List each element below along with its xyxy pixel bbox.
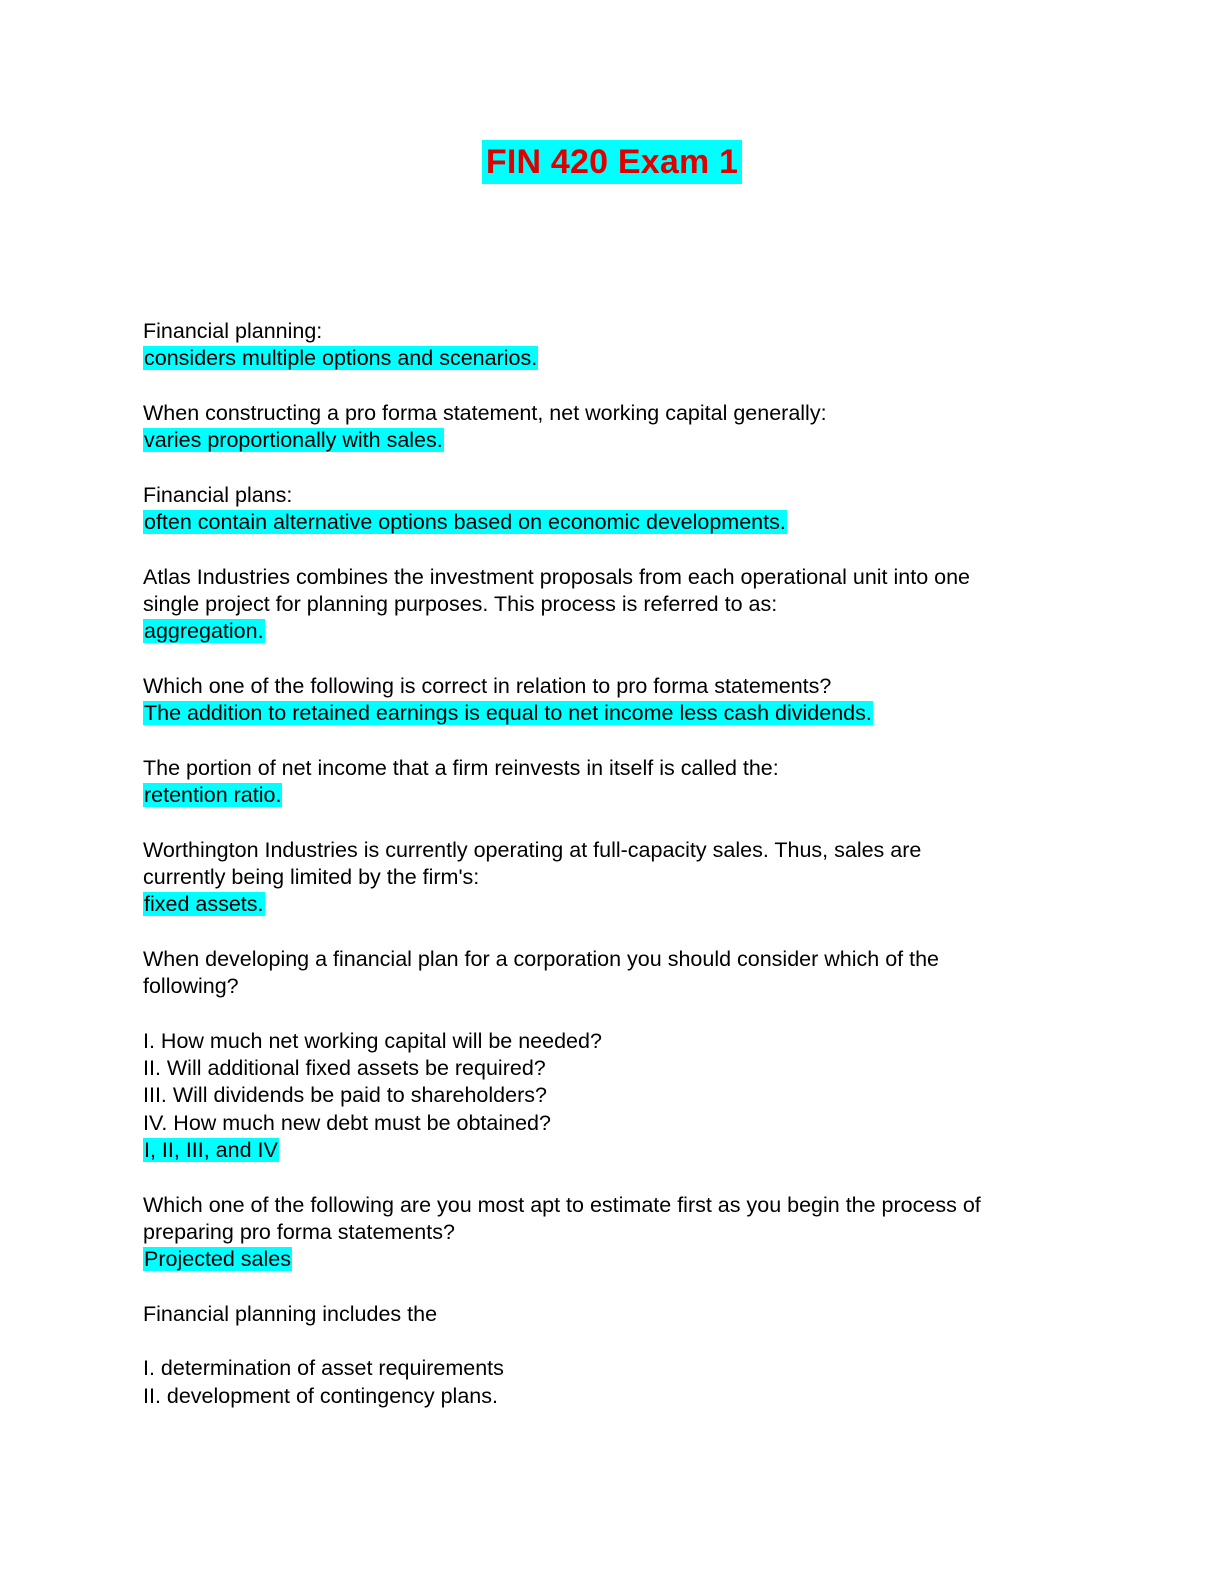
question-list [143, 318, 1093, 1437]
option-list [143, 1355, 1093, 1410]
question-text: preparing pro forma statements? [143, 1219, 455, 1244]
title-wrap [0, 140, 1224, 184]
question-block [143, 755, 1093, 810]
question-block [143, 946, 1093, 1001]
option-item: III. Will dividends be paid to shareholders? [143, 1083, 547, 1108]
answer-highlight: varies proportionally with sales. [144, 428, 443, 453]
question-text: Financial planning includes the [143, 1301, 438, 1326]
question-text: When constructing a pro forma statement, net working capital generally: [143, 400, 827, 425]
document-title: FIN 420 Exam 1 [482, 140, 742, 184]
answer-highlight: The addition to retained earnings is equal to net income less cash dividends. [144, 701, 872, 726]
answer-highlight: often contain alternative options based on economic developments. [144, 510, 786, 535]
answer-highlight: I, II, III, and IV [144, 1137, 278, 1162]
option-item: I. determination of asset requirements [143, 1356, 504, 1381]
question-block [143, 837, 1093, 919]
answer-highlight: fixed assets. [144, 892, 264, 917]
question-text: single project for planning purposes. This process is referred to as: [143, 591, 778, 616]
answer-highlight: considers multiple options and scenarios. [144, 346, 538, 371]
question-text: following? [143, 974, 239, 999]
question-block [143, 400, 1093, 455]
question-block [143, 1301, 1093, 1328]
question-block [143, 318, 1093, 373]
question-text: When developing a financial plan for a corporation you should consider which of the [143, 946, 939, 971]
answer-highlight: retention ratio. [144, 783, 282, 808]
question-text: Atlas Industries combines the investment proposals from each operational unit into one [143, 564, 971, 589]
question-text: Financial plans: [143, 482, 293, 507]
question-text: currently being limited by the firm's: [143, 864, 480, 889]
option-item: II. Will additional fixed assets be required? [143, 1056, 546, 1081]
question-text: Which one of the following is correct in relation to pro forma statements? [143, 673, 832, 698]
question-text: Financial planning: [143, 319, 323, 343]
option-item: I. How much net working capital will be needed? [143, 1028, 602, 1053]
option-list [143, 1028, 1093, 1164]
option-item: IV. How much new debt must be obtained? [143, 1110, 551, 1135]
question-block [143, 1192, 1093, 1274]
question-block [143, 564, 1093, 646]
answer-highlight: aggregation. [144, 619, 264, 644]
question-text: Worthington Industries is currently operating at full-capacity sales. Thus, sales are [143, 837, 922, 862]
question-block [143, 482, 1093, 537]
question-text: Which one of the following are you most apt to estimate first as you begin the process of [143, 1192, 981, 1217]
question-text: The portion of net income that a firm reinvests in itself is called the: [143, 755, 779, 780]
option-item: II. development of contingency plans. [143, 1383, 498, 1408]
question-block [143, 673, 1093, 728]
answer-highlight: Projected sales [144, 1247, 291, 1272]
